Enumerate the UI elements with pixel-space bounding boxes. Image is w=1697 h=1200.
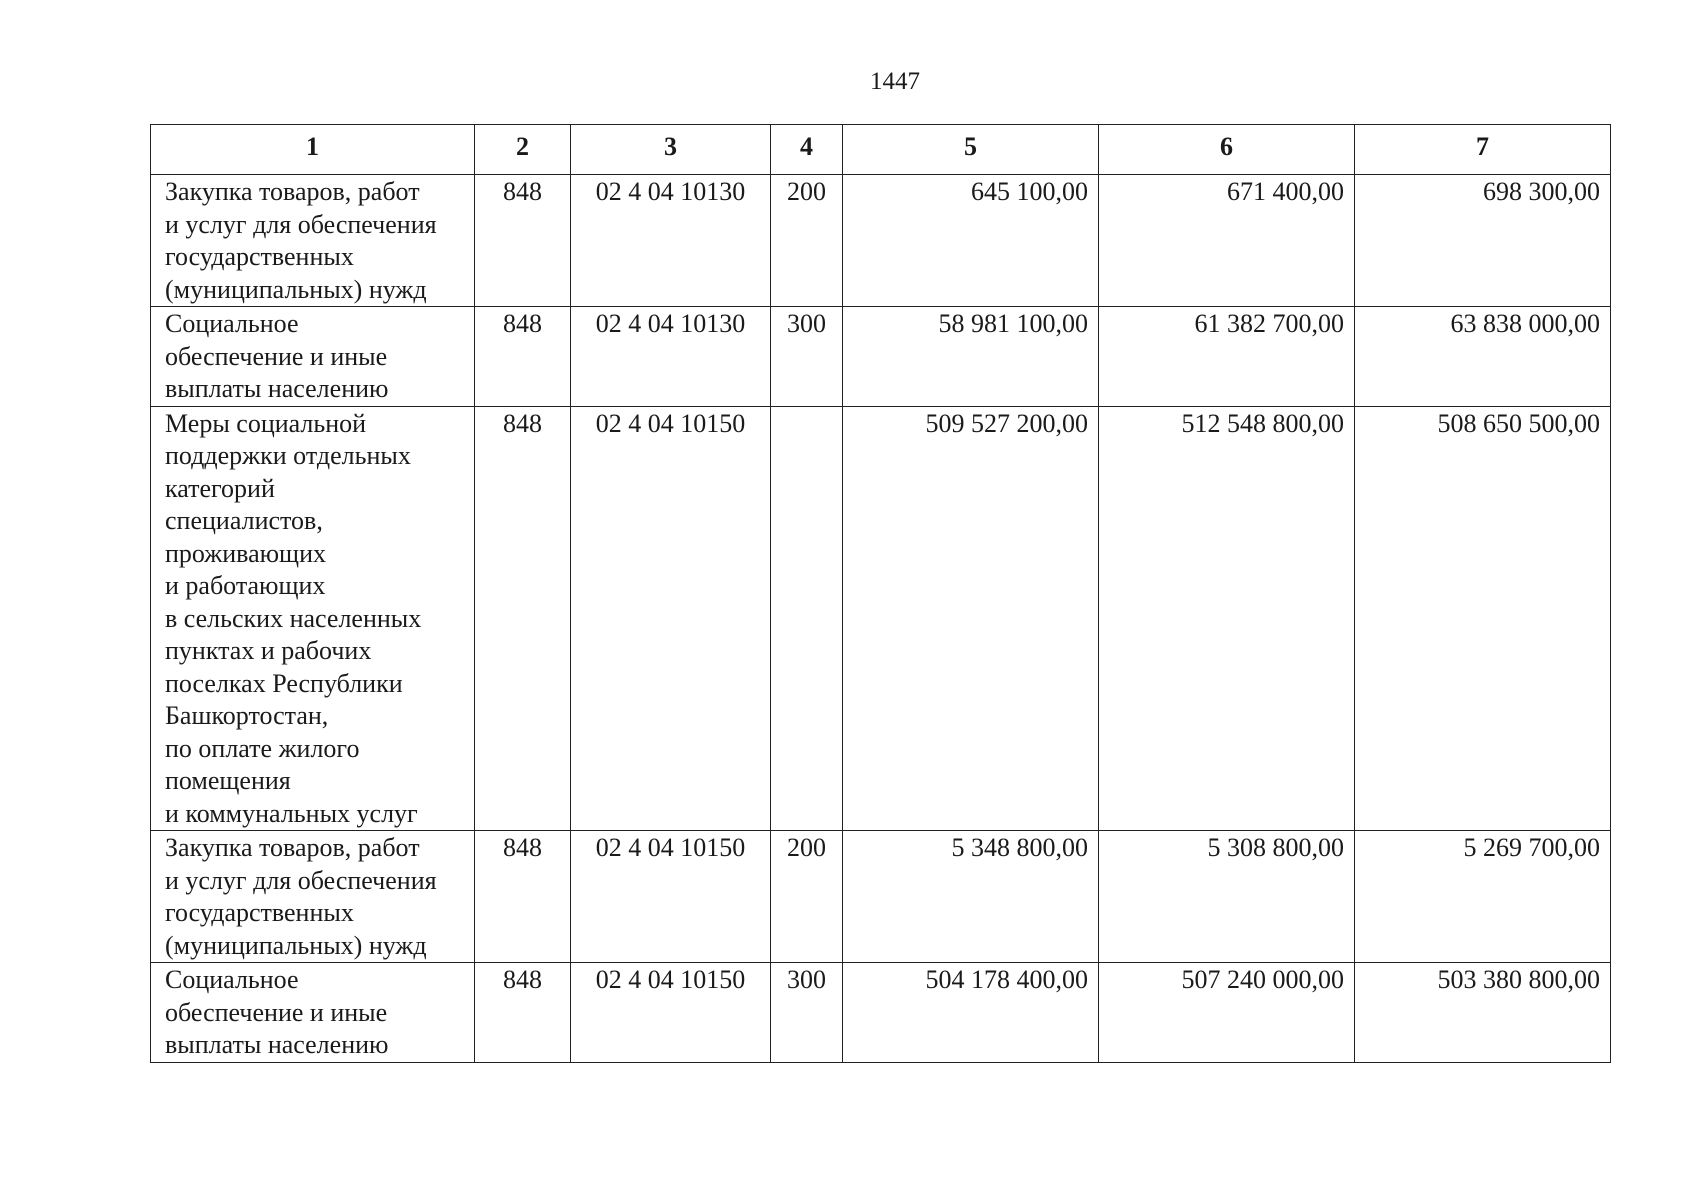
row-name-line: Закупка товаров, работ xyxy=(165,177,420,206)
chapter-cell: 848 xyxy=(475,307,571,407)
amount-cell-5: 509 527 200,00 xyxy=(843,406,1099,831)
row-name-line: и коммунальных услуг xyxy=(165,798,418,828)
amount-cell-6: 512 548 800,00 xyxy=(1099,406,1355,831)
row-name-line: проживающих xyxy=(165,538,326,568)
amount-cell-7: 508 650 500,00 xyxy=(1355,406,1611,831)
code-cell: 02 4 04 10150 xyxy=(571,831,771,963)
code-cell: 02 4 04 10150 xyxy=(571,963,771,1063)
amount-cell-7: 5 269 700,00 xyxy=(1355,831,1611,963)
row-name-line: Башкортостан, xyxy=(165,701,329,730)
chapter-cell: 848 xyxy=(475,963,571,1063)
row-name-cell xyxy=(151,831,475,963)
row-name-line: категорий xyxy=(165,473,275,503)
table-row xyxy=(151,406,1611,831)
row-name-line: Меры социальной xyxy=(165,408,367,438)
amount-cell-7: 63 838 000,00 xyxy=(1355,307,1611,407)
row-name-line: и услуг для обеспечения xyxy=(165,209,437,239)
chapter-cell: 848 xyxy=(475,406,571,831)
column-header-2: 2 xyxy=(475,125,571,175)
row-name-line: выплаты населению xyxy=(165,374,389,403)
table-row xyxy=(151,175,1611,307)
expense-type-cell: 300 xyxy=(771,307,843,407)
chapter-cell: 848 xyxy=(475,831,571,963)
amount-cell-5: 504 178 400,00 xyxy=(843,963,1099,1063)
column-header-5: 5 xyxy=(843,125,1099,175)
amount-cell-5: 58 981 100,00 xyxy=(843,307,1099,407)
row-name-line: Социальное xyxy=(165,309,299,338)
code-cell: 02 4 04 10130 xyxy=(571,307,771,407)
code-cell: 02 4 04 10150 xyxy=(571,406,771,831)
row-name-line: обеспечение и иные xyxy=(165,997,388,1027)
expense-type-cell: 300 xyxy=(771,963,843,1063)
expense-type-cell: 200 xyxy=(771,175,843,307)
amount-cell-5: 645 100,00 xyxy=(843,175,1099,307)
row-name-cell xyxy=(151,963,475,1063)
table-row xyxy=(151,963,1611,1063)
row-name-line: поселках Республики xyxy=(165,668,403,698)
row-name-cell xyxy=(151,406,475,831)
row-name-line: Социальное xyxy=(165,965,299,994)
amount-cell-6: 507 240 000,00 xyxy=(1099,963,1355,1063)
amount-cell-7: 503 380 800,00 xyxy=(1355,963,1611,1063)
page-number: 1447 xyxy=(870,68,920,95)
row-name-line: и работающих xyxy=(165,571,326,600)
row-name-line: поддержки отдельных xyxy=(165,441,411,470)
row-name-line: (муниципальных) нужд xyxy=(165,930,427,960)
row-name-cell xyxy=(151,175,475,307)
row-name-line: (муниципальных) нужд xyxy=(165,274,427,304)
row-name-line: государственных xyxy=(165,242,354,271)
table-row xyxy=(151,831,1611,963)
row-name-line: и услуг для обеспечения xyxy=(165,865,437,895)
amount-cell-6: 5 308 800,00 xyxy=(1099,831,1355,963)
budget-table xyxy=(150,124,1611,1063)
chapter-cell: 848 xyxy=(475,175,571,307)
header-row xyxy=(151,125,1611,175)
row-name-line: специалистов, xyxy=(165,506,323,535)
row-name-line: по оплате жилого xyxy=(165,733,360,763)
row-name-line: в сельских населенных xyxy=(165,603,422,633)
table-row xyxy=(151,307,1611,407)
row-name-line: государственных xyxy=(165,898,354,927)
amount-cell-6: 671 400,00 xyxy=(1099,175,1355,307)
column-header-3: 3 xyxy=(571,125,771,175)
row-name-line: обеспечение и иные xyxy=(165,341,388,371)
row-name-cell xyxy=(151,307,475,407)
expense-type-cell: 200 xyxy=(771,831,843,963)
amount-cell-5: 5 348 800,00 xyxy=(843,831,1099,963)
row-name-line: выплаты населению xyxy=(165,1030,389,1059)
row-name-line: пунктах и рабочих xyxy=(165,636,372,665)
expense-type-cell xyxy=(771,406,843,831)
column-header-7: 7 xyxy=(1355,125,1611,175)
row-name-line: помещения xyxy=(165,766,291,795)
column-header-6: 6 xyxy=(1099,125,1355,175)
column-header-1: 1 xyxy=(151,125,475,175)
amount-cell-7: 698 300,00 xyxy=(1355,175,1611,307)
amount-cell-6: 61 382 700,00 xyxy=(1099,307,1355,407)
column-header-4: 4 xyxy=(771,125,843,175)
code-cell: 02 4 04 10130 xyxy=(571,175,771,307)
row-name-line: Закупка товаров, работ xyxy=(165,833,420,862)
